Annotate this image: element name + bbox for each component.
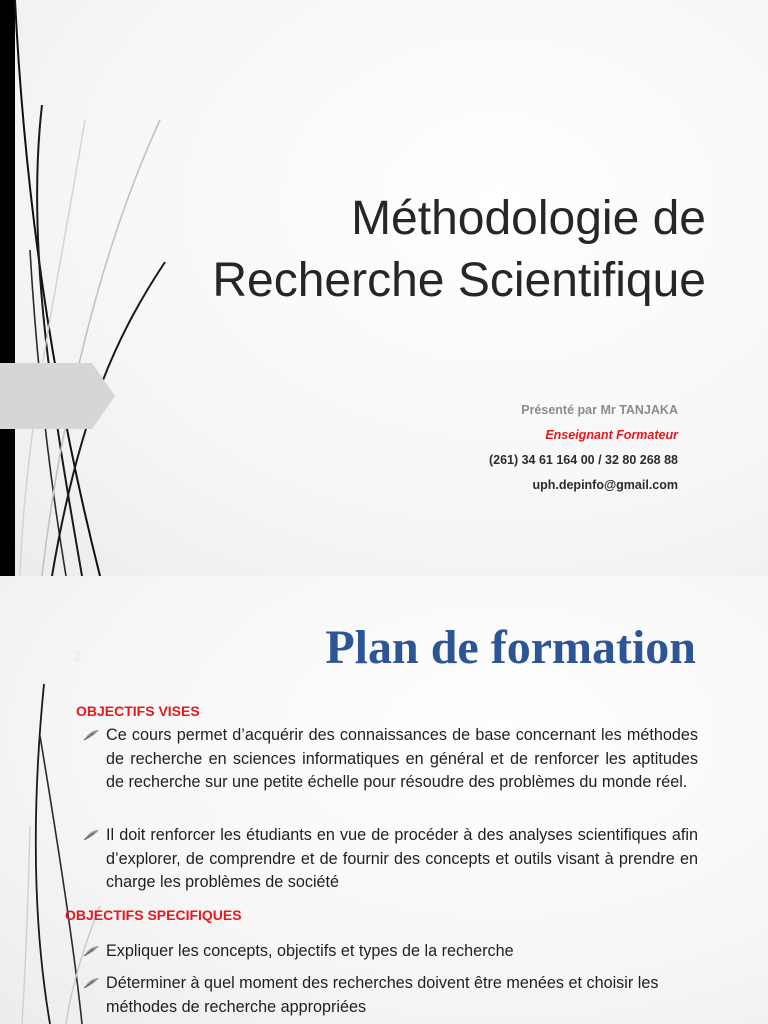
section-heading-objectifs-specifiques: OBJECTIFS SPECIFIQUES — [65, 907, 242, 923]
feather-bullet-icon — [82, 828, 100, 842]
slide-title: Plan de formation — [325, 621, 696, 674]
presenter-role: Enseignant Formateur — [545, 428, 678, 442]
presenter-email: uph.depinfo@gmail.com — [532, 478, 678, 492]
content-slide — [0, 576, 768, 1024]
feather-bullet-icon — [82, 976, 100, 990]
presenter-info — [278, 398, 678, 498]
section-heading-objectifs-vises: OBJECTIFS VISES — [76, 703, 200, 719]
bullet-item — [82, 724, 698, 795]
bullet-text: Il doit renforcer les étudiants en vue de procéder à des analyses scientifiques afin d’explorer, de comprendre et de fournir des concepts et outils visant à prendre en charge les problèmes de société — [106, 826, 698, 891]
feather-bullet-icon — [82, 728, 100, 742]
bullet-item — [82, 972, 698, 1019]
bullet-text: Expliquer les concepts, objectifs et types de la recherche — [106, 942, 514, 960]
presenter-name: Présenté par Mr TANJAKA — [521, 403, 678, 417]
bullet-text: Déterminer à quel moment des recherches doivent être menées et choisir les méthodes de recherche appropriées — [106, 974, 659, 1016]
bullet-text: Ce cours permet d’acquérir des connaissances de base concernant les méthodes de recherche en sciences informatiques en général et de renforcer les aptitudes de recherche sur une petite échelle pour résoudre des problèmes du monde réel. — [106, 726, 698, 791]
presentation-title — [106, 188, 706, 312]
slide-number: 2 — [74, 648, 82, 663]
title-line-1: Méthodologie de — [351, 192, 706, 245]
feather-bullet-icon — [82, 944, 100, 958]
title-line-2: Recherche Scientifique — [212, 254, 706, 307]
gray-tab-shape — [0, 363, 115, 429]
bullet-item — [82, 940, 698, 964]
bullet-item — [82, 824, 698, 895]
presenter-phone: (261) 34 61 164 00 / 32 80 268 88 — [488, 453, 678, 467]
